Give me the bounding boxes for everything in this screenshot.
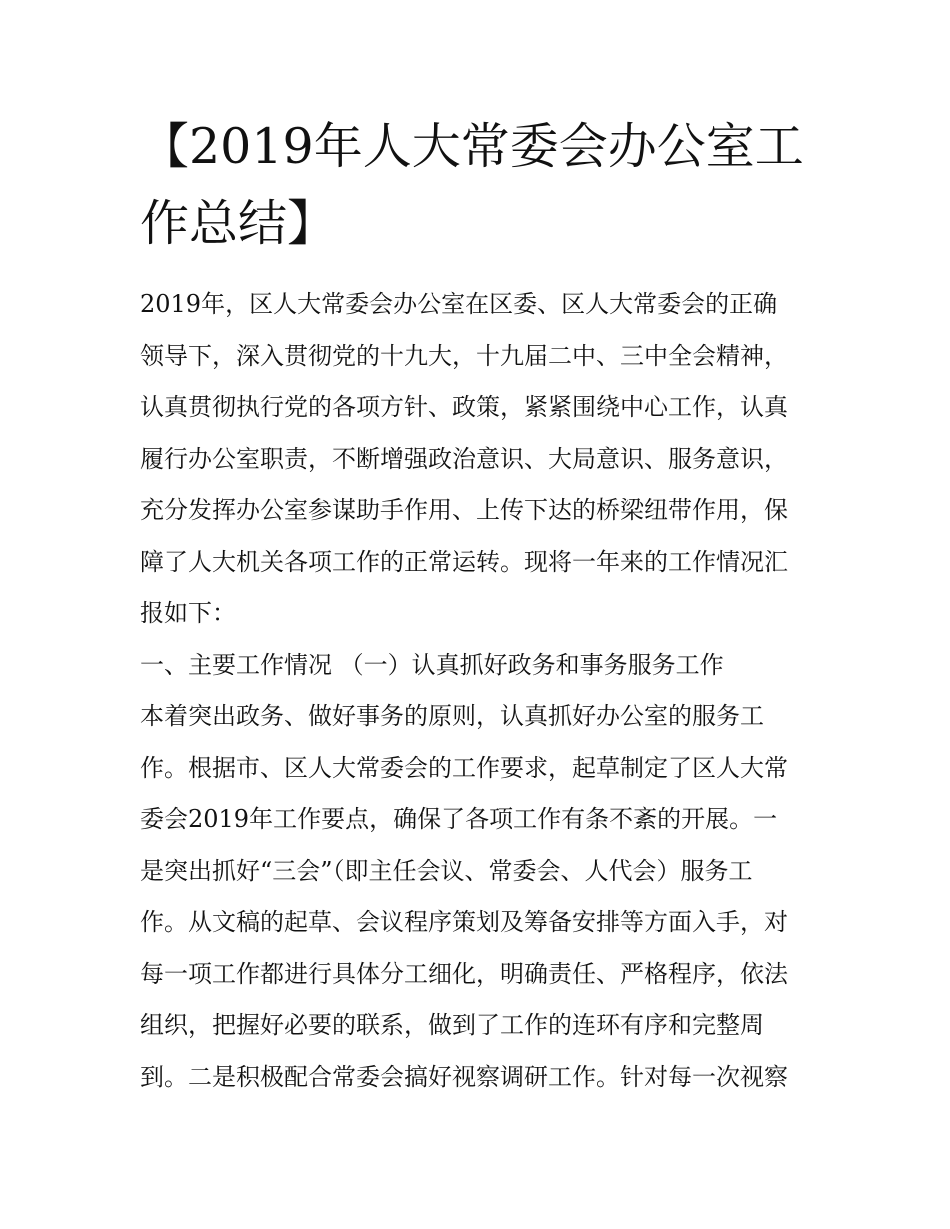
body-line: 2019年，区人大常委会办公室在区委、区人大常委会的正确 xyxy=(140,290,778,318)
title-line: 【2019年人大常委会办公室工 xyxy=(140,118,804,175)
body-line: 本着突出政务、做好事务的原则，认真抓好办公室的服务工 xyxy=(140,702,764,730)
body-line: 作。从文稿的起草、会议程序策划及筹备安排等方面入手，对 xyxy=(140,908,788,936)
body-line: 认真贯彻执行党的各项方针、政策，紧紧围绕中心工作，认真 xyxy=(140,393,788,421)
body-line: 履行办公室职责，不断增强政治意识、大局意识、服务意识， xyxy=(140,444,788,473)
body-line: 充分发挥办公室参谋助手作用、上传下达的桥梁纽带作用，保 xyxy=(140,496,788,524)
body-text xyxy=(140,279,830,1103)
body-line: 是突出抓好“三会”（即主任会议、常委会、人代会）服务工 xyxy=(140,856,753,885)
body-line: 到。二是积极配合常委会搞好视察调研工作。针对每一次视察 xyxy=(140,1062,788,1091)
document-title xyxy=(140,108,820,262)
section-heading: 一、主要工作情况 （一）认真抓好政务和事务服务工作 xyxy=(140,650,724,679)
body-line: 障了人大机关各项工作的正常运转。现将一年来的工作情况汇 xyxy=(140,547,788,576)
title-line: 作总结】 xyxy=(140,195,337,252)
body-line: 领导下，深入贯彻党的十九大，十九届二中、三中全会精神， xyxy=(140,341,788,370)
body-line: 报如下： xyxy=(140,599,236,627)
body-line: 每一项工作都进行具体分工细化，明确责任、严格程序，依法 xyxy=(140,959,788,988)
body-line: 委会2019年工作要点，确保了各项工作有条不紊的开展。一 xyxy=(140,805,778,833)
body-line: 作。根据市、区人大常委会的工作要求，起草制定了区人大常 xyxy=(140,753,788,782)
body-line: 组织，把握好必要的联系，做到了工作的连环有序和完整周 xyxy=(140,1011,764,1039)
